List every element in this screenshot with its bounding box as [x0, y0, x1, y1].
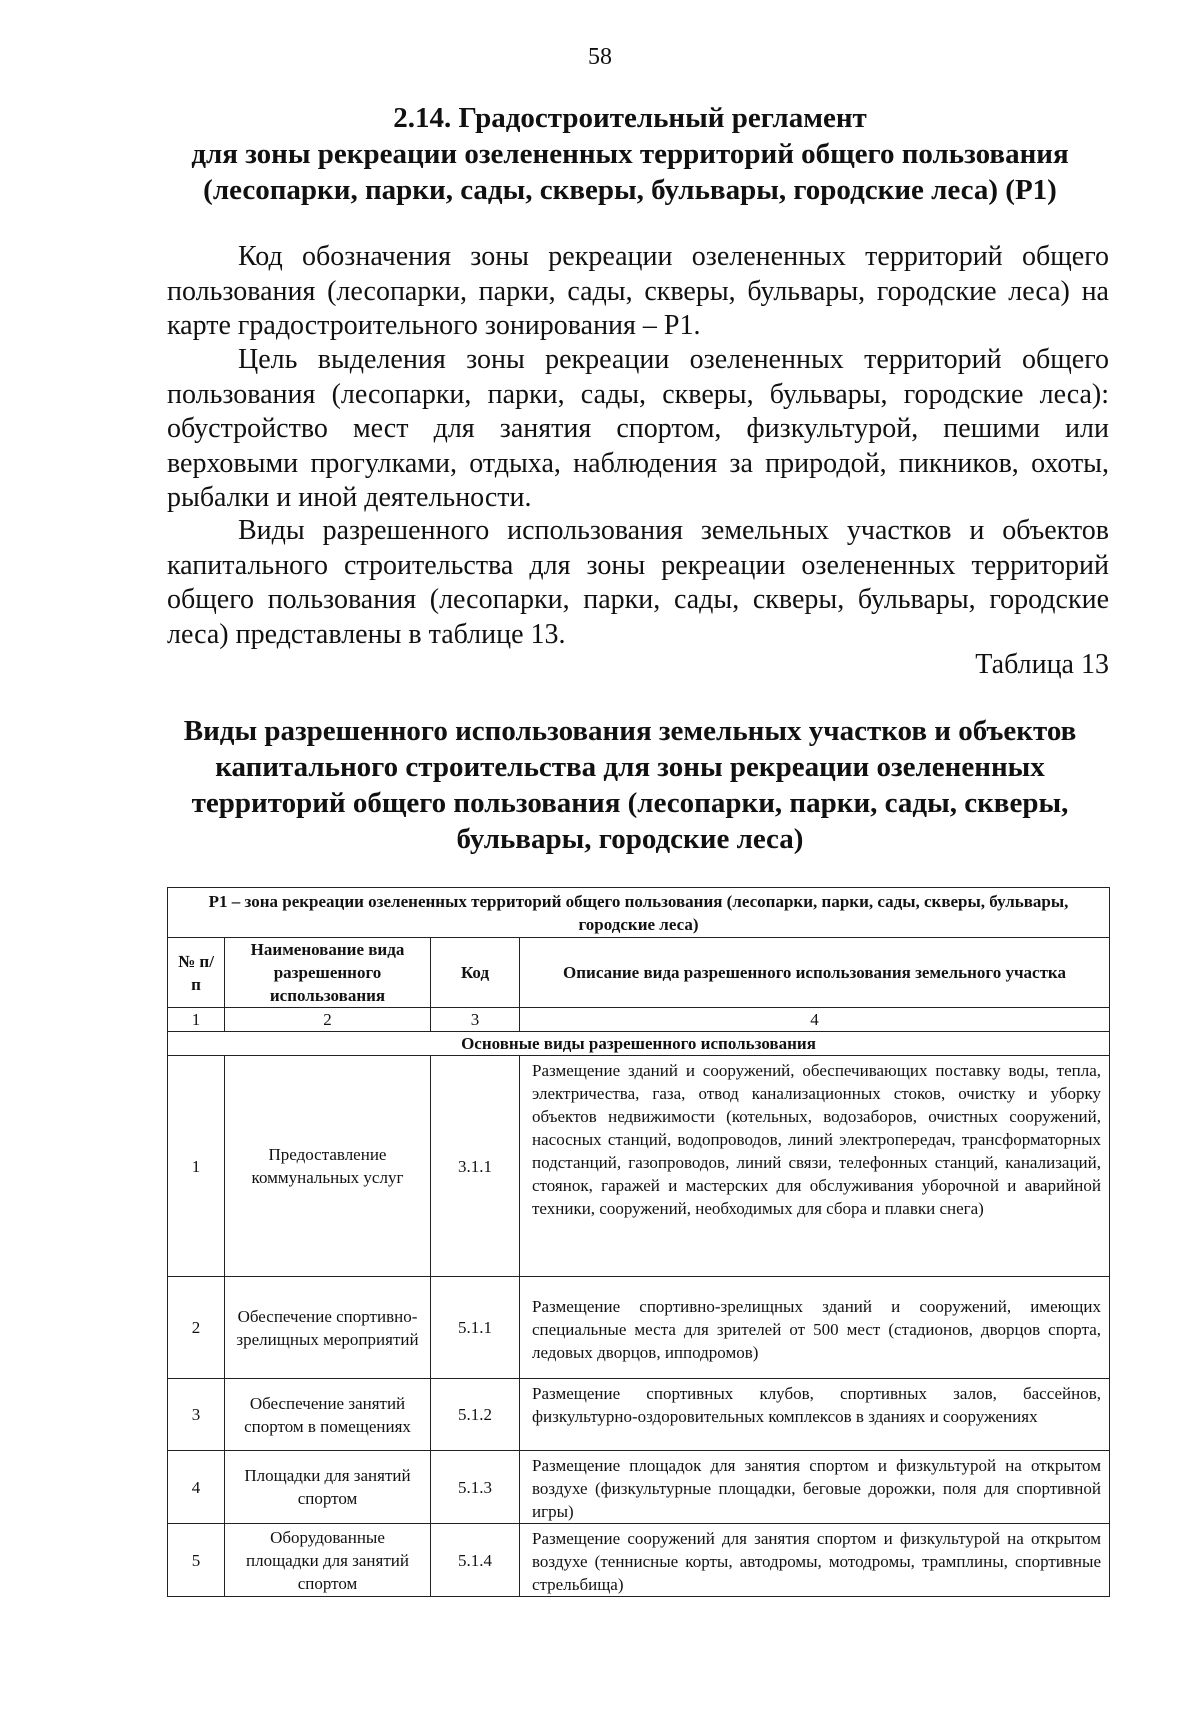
header-code: Код [431, 938, 520, 1008]
column-number: 1 [168, 1008, 225, 1032]
row-description: Размещение сооружений для занятия спортом и физкультурой на открытом воздухе (теннисные корты, автодромы, мотодромы, трамплины, спортивные стрельбища) [520, 1524, 1110, 1597]
table-heading-line: бульвары, городские леса) [456, 823, 804, 855]
row-name: Обеспечение спортивно-зрелищных мероприятий [225, 1277, 431, 1379]
row-code: 5.1.1 [431, 1277, 520, 1379]
row-code: 5.1.4 [431, 1524, 520, 1597]
section-title-line: для зоны рекреации озелененных территорий общего пользования [191, 138, 1069, 170]
row-description: Размещение площадок для занятия спортом и физкультурой на открытом воздухе (физкультурные площадки, беговые дорожки, поля для спортивной игры) [520, 1451, 1110, 1524]
table-reference: Таблица 13 [975, 649, 1109, 680]
row-number: 4 [168, 1451, 225, 1524]
row-code: 5.1.2 [431, 1379, 520, 1451]
section-title-line: (лесопарки, парки, сады, скверы, бульвары, городские леса) (Р1) [203, 174, 1057, 206]
row-name: Оборудованные площадки для занятий спортом [225, 1524, 431, 1597]
header-description: Описание вида разрешенного использования земельного участка [520, 938, 1110, 1008]
row-number: 1 [168, 1056, 225, 1277]
header-name: Наименование вида разрешенного использования [225, 938, 431, 1008]
table-heading [150, 713, 1110, 857]
table-row [168, 1056, 1110, 1277]
body-paragraph [167, 240, 1109, 344]
table-heading-line: территорий общего пользования (лесопарки, парки, сады, скверы, [191, 787, 1069, 819]
row-number: 5 [168, 1524, 225, 1597]
column-number: 4 [520, 1008, 1110, 1032]
section-title-line: 2.14. Градостроительный регламент [393, 102, 867, 134]
body-paragraph [167, 514, 1109, 652]
table-row [168, 1379, 1110, 1451]
row-number: 3 [168, 1379, 225, 1451]
paragraph-zone-purpose: Цель выделения зоны рекреации озелененных территорий общего пользования (лесопарки, парки, сады, скверы, бульвары, городские леса): обустройство мест для занятия спортом, физкультурой, пешими или верховыми прогулками, отдыха, наблюдения за природой, пикников, охоты, рыбалки и иной деятельности. [167, 344, 1109, 513]
row-description: Размещение спортивно-зрелищных зданий и сооружений, имеющих специальные места для зрителей от 500 мест (стадионов, дворцов спорта, ледовых дворцов, ипподромов) [520, 1277, 1110, 1379]
column-number: 3 [431, 1008, 520, 1032]
row-name: Обеспечение занятий спортом в помещениях [225, 1379, 431, 1451]
page-number: 58 [588, 44, 612, 70]
table-heading-line: капитального строительства для зоны рекреации озелененных [215, 751, 1045, 783]
row-code: 3.1.1 [431, 1056, 520, 1277]
paragraph-permitted-uses: Виды разрешенного использования земельных участков и объектов капитального строительства для зоны рекреации озелененных территорий общего пользования (лесопарки, парки, сады, скверы, бульвары, городские леса) представлены в таблице 13. [167, 515, 1109, 650]
header-number: № п/п [168, 938, 225, 1008]
paragraph-zone-code: Код обозначения зоны рекреации озелененных территорий общего пользования (лесопарки, парки, сады, скверы, бульвары, городские леса) на карте градостроительного зонирования – Р1. [167, 241, 1109, 341]
row-name: Предоставление коммунальных услуг [225, 1056, 431, 1277]
table-row [168, 1524, 1110, 1597]
row-description: Размещение зданий и сооружений, обеспечивающих поставку воды, тепла, электричества, газа, отвод канализационных стоков, очистку и уборку объектов недвижимости (котельных, водозаборов, очистных сооружений, насосных станций, водопроводов, линий электропередач, трансформаторных подстанций, газопроводов, линий связи, телефонных станций, канализаций, стоянок, гаражей и мастерских для обслуживания уборочной и аварийной техники, сооружений, необходимых для сбора и плавки снега) [520, 1056, 1110, 1277]
row-number: 2 [168, 1277, 225, 1379]
column-number: 2 [225, 1008, 431, 1032]
table-row [168, 1277, 1110, 1379]
body-paragraph [167, 343, 1109, 516]
permitted-uses-table [167, 887, 1110, 1597]
row-name: Площадки для занятий спортом [225, 1451, 431, 1524]
zone-title-cell: Р1 – зона рекреации озелененных территорий общего пользования (лесопарки, парки, сады, скверы, бульвары, городские леса) [168, 888, 1110, 938]
subheader-main-uses: Основные виды разрешенного использования [168, 1032, 1110, 1056]
table-heading-line: Виды разрешенного использования земельных участков и объектов [183, 715, 1077, 747]
section-title [150, 100, 1110, 208]
row-code: 5.1.3 [431, 1451, 520, 1524]
table-row [168, 1451, 1110, 1524]
row-description: Размещение спортивных клубов, спортивных залов, бассейнов, физкультурно-оздоровительных комплексов в зданиях и сооружениях [520, 1379, 1110, 1451]
